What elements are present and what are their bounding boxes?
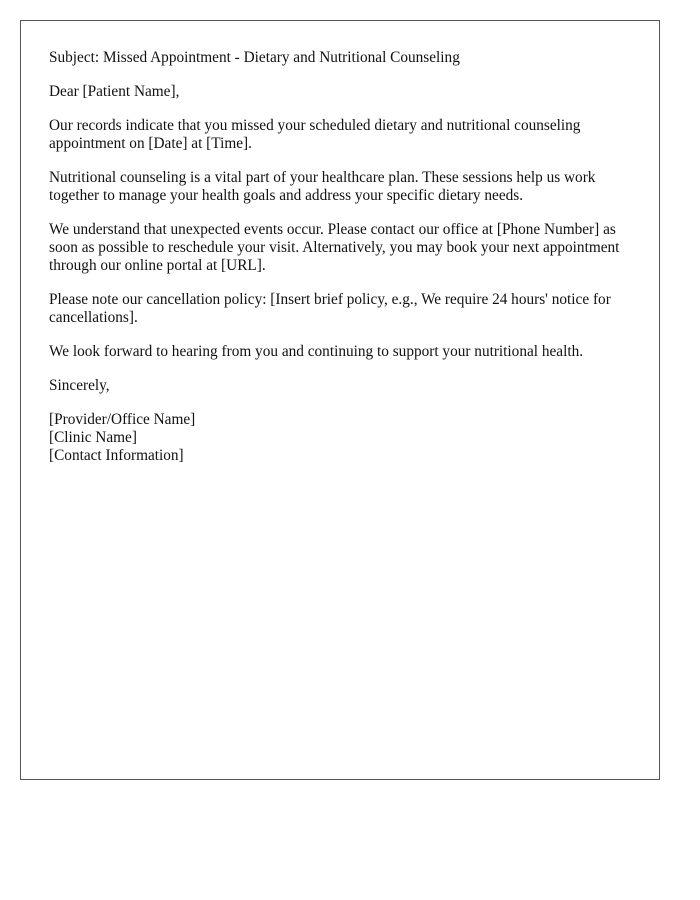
subject-line: Subject: Missed Appointment - Dietary and Nutritional Counseling xyxy=(49,49,460,66)
signature-contact: [Contact Information] xyxy=(49,447,184,464)
letter-frame xyxy=(20,20,660,780)
paragraph-closing-remark: We look forward to hearing from you and continuing to support your nutritional health. xyxy=(49,343,584,360)
signature-block xyxy=(49,411,639,465)
signature-clinic: [Clinic Name] xyxy=(49,429,137,446)
paragraph-importance: Nutritional counseling is a vital part of your healthcare plan. These sessions help us work together to manage your health goals and address your specific dietary needs. xyxy=(49,169,596,204)
letter-body xyxy=(49,49,639,465)
paragraph-cancellation-policy: Please note our cancellation policy: [Insert brief policy, e.g., We require 24 hours' notice for cancellations]. xyxy=(49,291,611,326)
paragraph-missed-appointment: Our records indicate that you missed your scheduled dietary and nutritional counseling appointment on [Date] at [Time]. xyxy=(49,117,581,152)
signature-provider: [Provider/Office Name] xyxy=(49,411,196,428)
salutation: Dear [Patient Name], xyxy=(49,83,180,100)
paragraph-reschedule: We understand that unexpected events occur. Please contact our office at [Phone Number] as soon as possible to reschedule your visit. Alternatively, you may book your next appointment through our online portal at [URL]. xyxy=(49,221,620,274)
closing: Sincerely, xyxy=(49,377,110,394)
